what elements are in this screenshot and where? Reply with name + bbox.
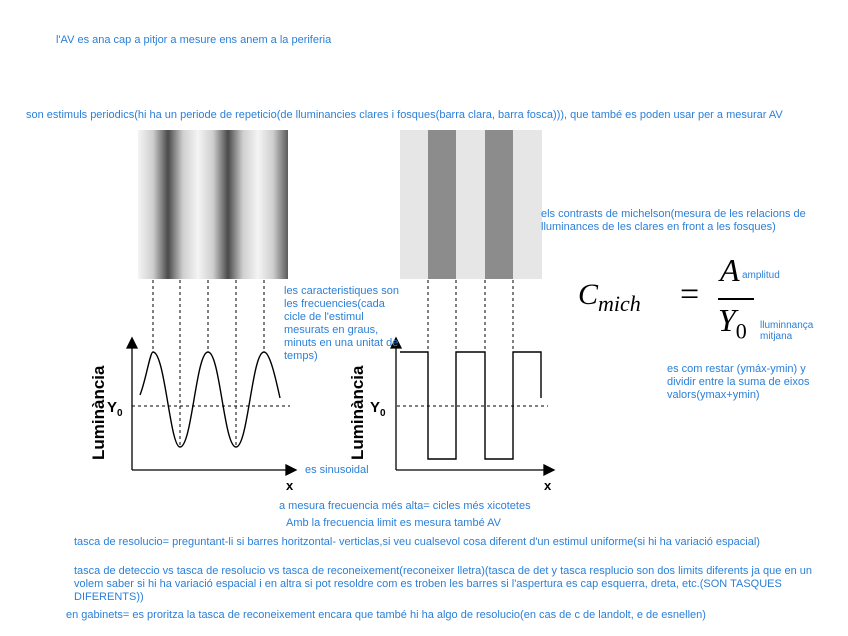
michelson-formula	[578, 252, 838, 352]
ylabel-left: Luminància	[89, 365, 108, 460]
note-sinusoidal: es sinusoidal	[305, 464, 369, 476]
note-periodic-stimuli: son estimuls periodics(hi ha un periode de repeticio(de lluminancies clares i fosques(barra clara, barra fosca))), que també es poden usar per a mesurar AV	[26, 109, 783, 121]
formula-numerator: A	[720, 252, 740, 288]
note-ymax-ymin: es com restar (ymáx-ymin) y dividir entre la suma de eixos valors(ymax+ymin)	[667, 363, 810, 401]
xlabel-left: x	[286, 478, 294, 493]
mean-label: lluminnança mitjana	[760, 320, 814, 342]
note-higher-freq: a mesura frecuencia més alta= cicles més xicotetes	[279, 500, 531, 512]
note-av-periphery: l'AV es ana cap a pitjor a mesure ens anem a la periferia	[56, 34, 332, 46]
guides-left	[132, 280, 290, 445]
guides-right	[397, 280, 548, 406]
amplitude-label: amplitud	[742, 270, 780, 281]
note-resolution-task: tasca de resolucio= preguntant-li si barres horitzontal- verticlas,si veu cualsevol cosa diferent d'un estimul uniforme(si hi ha variació espacial)	[74, 536, 760, 548]
square-grating	[400, 130, 542, 279]
formula-lhs: $C_{mich}$	[578, 278, 641, 316]
note-michelson: els contrasts de michelson(mesura de les relacions de lluminances de les clares en front a les fosques)	[541, 208, 806, 233]
sine-grating	[138, 130, 288, 279]
sine-curve	[140, 352, 280, 447]
fraction-bar	[718, 298, 754, 300]
xlabel-right: x	[544, 478, 552, 493]
formula-equals: =	[680, 276, 700, 313]
note-detection-task: tasca de deteccio vs tasca de resolucio vs tasca de reconeixement(reconeixer lletra)(tasca de det y tasca resplucio son dos limits diferents ja que en un volem saber si hi ha variació espacial i en altra si pot resoldre com es troben les barres si l'aspertura es cap esquerra, dreta, etc.(SON TASQUES DIFERENTS))	[74, 565, 812, 603]
y0-left: $Y_0$	[107, 399, 123, 419]
y0-right: $Y_0$	[370, 399, 386, 419]
note-limit-freq: Amb la frecuencia limit es mesura també AV	[286, 517, 501, 529]
note-characteristics: les caracteristiques son les frecuencies(cada cicle de l'estimul mesurats en graus, minuts en una unitat de temps)	[284, 285, 399, 362]
formula-denominator: $Y_0$	[718, 302, 747, 344]
note-gabinets: en gabinets= es proritza la tasca de reconeixement encara que també hi ha algo de resolucio(en cas de c de landolt, e de esnellen)	[66, 609, 706, 621]
ylabel-right: Luminància	[348, 365, 367, 460]
